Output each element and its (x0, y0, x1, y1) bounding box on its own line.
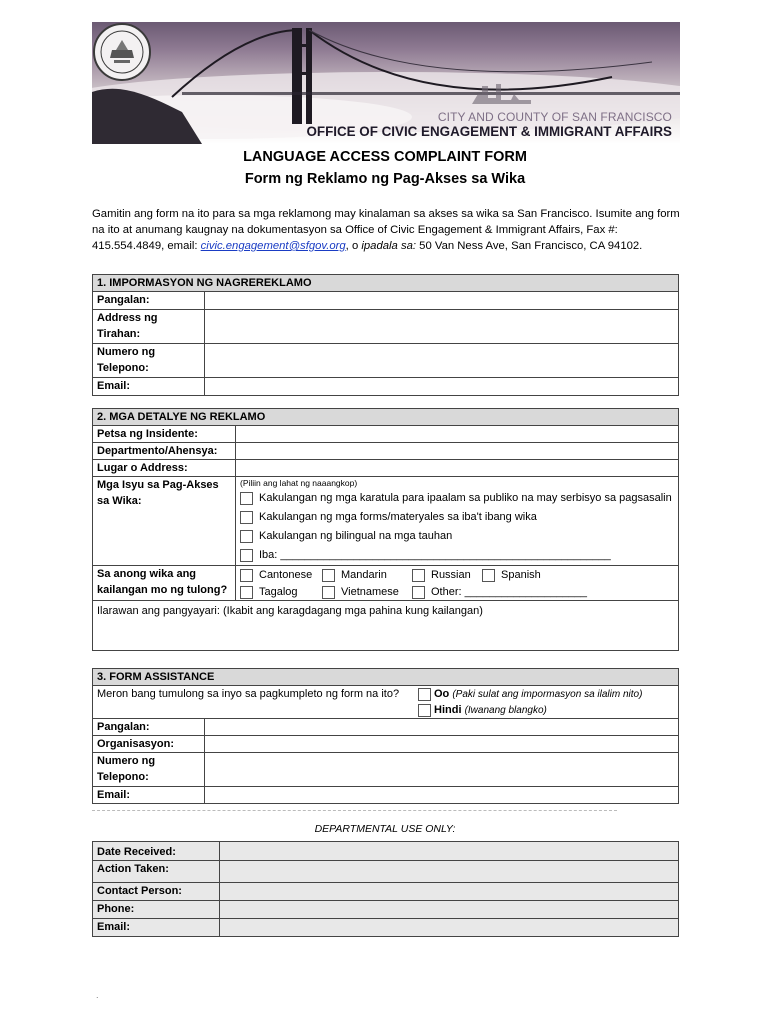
organization-field[interactable] (205, 736, 679, 753)
city-seal-icon (92, 22, 152, 82)
describe-field[interactable] (93, 601, 679, 651)
city-name: CITY AND COUNTY OF SAN FRANCISCO (437, 110, 672, 124)
date-received-label: Date Received: (93, 842, 220, 861)
header-banner (92, 22, 680, 144)
checkbox[interactable] (412, 586, 425, 599)
form-subtitle: Form ng Reklamo ng Pag-Akses sa Wika (244, 171, 526, 187)
checkbox[interactable] (240, 492, 253, 505)
no-note: (Iwanang blangko) (464, 705, 547, 716)
issue-option[interactable] (240, 546, 674, 565)
checkbox[interactable] (240, 511, 253, 524)
language-option[interactable] (322, 584, 399, 600)
email-label: Email: (93, 378, 205, 396)
address-label: Address ng Tirahan: (93, 310, 205, 344)
checkbox[interactable] (240, 586, 253, 599)
no-label: Hindi (434, 704, 462, 716)
divider (92, 810, 617, 811)
language-option[interactable] (482, 567, 541, 583)
language-options (236, 566, 679, 601)
issue-label: Kakulangan ng bilingual na mga tauhan (259, 530, 453, 542)
language-label-text: Spanish (501, 569, 541, 581)
language-label-text: Other: ____________________ (431, 586, 587, 598)
office-name: OFFICE OF CIVIC ENGAGEMENT & IMMIGRANT AFFAIRS (306, 124, 672, 139)
complaint-details-table (92, 408, 679, 651)
yes-label: Oo (434, 688, 450, 700)
issue-option[interactable] (240, 527, 674, 546)
checkbox[interactable] (240, 549, 253, 562)
language-option[interactable] (412, 567, 471, 583)
checkbox[interactable] (240, 530, 253, 543)
issue-label: Iba: ______________________________________________________ (259, 549, 611, 561)
language-label-text: Mandarin (341, 569, 387, 581)
intro-send-label: ipadala sa: (361, 240, 417, 252)
helper-name-field[interactable] (205, 719, 679, 736)
incident-date-field[interactable] (236, 426, 679, 443)
location-label: Lugar o Address: (93, 460, 236, 477)
phone-label: Numero ng Telepono: (93, 344, 205, 378)
date-received-field[interactable] (220, 842, 679, 861)
helper-email-field[interactable] (205, 787, 679, 804)
page-mark: . (96, 990, 99, 1000)
name-field[interactable] (205, 292, 679, 310)
complainant-info-table (92, 274, 679, 396)
issue-label: Kakulangan ng mga karatula para ipaalam sa publiko na may serbisyo sa pagsasalin (259, 492, 672, 504)
section2-heading: 2. MGA DETALYE NG REKLAMO (93, 409, 679, 426)
issues-label: Mga Isyu sa Pag-Akses sa Wika: (93, 477, 236, 566)
department-label: Departmento/Ahensya: (93, 443, 236, 460)
email-link[interactable]: civic.engagement@sfgov.org (200, 240, 346, 252)
checkbox[interactable] (418, 688, 431, 701)
language-label: Sa anong wika ang kailangan mo ng tulong? (93, 566, 236, 601)
checkbox[interactable] (412, 569, 425, 582)
checkbox[interactable] (322, 569, 335, 582)
organization-label: Organisasyon: (93, 736, 205, 753)
language-label-text: Tagalog (259, 586, 298, 598)
incident-date-label: Petsa ng Insidente: (93, 426, 236, 443)
yes-option[interactable] (418, 686, 674, 702)
issues-note: (Piliin ang lahat ng naaangkop) (240, 478, 358, 488)
issue-option[interactable] (240, 489, 674, 508)
helper-phone-field[interactable] (205, 753, 679, 787)
no-option[interactable] (418, 702, 674, 718)
section1-heading: 1. IMPORMASYON NG NAGREREKLAMO (93, 275, 679, 292)
contact-person-field[interactable] (220, 883, 679, 901)
language-option[interactable] (412, 584, 587, 600)
describe-label: Ilarawan ang pangyayari: (Ikabit ang karagdagang mga pahina kung kailangan) (97, 605, 483, 617)
assistance-question: Meron bang tumulong sa inyo sa pagkumpleto ng form na ito? (93, 686, 415, 719)
yes-note: (Paki sulat ang impormasyon sa ilalim nito) (452, 689, 643, 700)
intro-text-2: , o (345, 240, 362, 252)
language-label-text: Russian (431, 569, 471, 581)
helper-email-label: Email: (93, 787, 205, 804)
section3-heading: 3. FORM ASSISTANCE (93, 669, 679, 686)
action-taken-label: Action Taken: (93, 861, 220, 883)
form-assistance-table (92, 668, 679, 804)
form-title: LANGUAGE ACCESS COMPLAINT FORM (243, 149, 527, 165)
checkbox[interactable] (418, 704, 431, 717)
dept-phone-field[interactable] (220, 901, 679, 919)
language-option[interactable] (322, 567, 387, 583)
checkbox[interactable] (322, 586, 335, 599)
location-field[interactable] (236, 460, 679, 477)
department-field[interactable] (236, 443, 679, 460)
issue-label: Kakulangan ng mga forms/materyales sa iba't ibang wika (259, 511, 537, 523)
phone-field[interactable] (205, 344, 679, 378)
name-label: Pangalan: (93, 292, 205, 310)
language-option[interactable] (240, 584, 298, 600)
language-label-text: Vietnamese (341, 586, 399, 598)
dept-email-field[interactable] (220, 919, 679, 937)
email-field[interactable] (205, 378, 679, 396)
language-option[interactable] (240, 567, 312, 583)
address-field[interactable] (205, 310, 679, 344)
contact-person-label: Contact Person: (93, 883, 220, 901)
action-taken-field[interactable] (220, 861, 679, 883)
checkbox[interactable] (482, 569, 495, 582)
dept-phone-label: Phone: (93, 901, 220, 919)
checkbox[interactable] (240, 569, 253, 582)
intro-text-3: 50 Van Ness Ave, San Francisco, CA 94102. (416, 240, 643, 252)
department-use-title: DEPARTMENTAL USE ONLY: (314, 823, 456, 835)
helper-name-label: Pangalan: (93, 719, 205, 736)
issues-options (236, 477, 679, 566)
intro-paragraph (92, 206, 682, 254)
intro-text-1: Gamitin ang form na ito para sa mga reklamong may kinalaman sa akses sa wika sa San Francisco. Isumite ang form na ito at anumang kaugnay na dokumentasyon sa Office of Civic Engagement & Immigrant Affairs, Fax #: 415.554.4849, email: (92, 208, 680, 252)
department-use-table (92, 841, 679, 937)
assistance-options (414, 686, 679, 719)
helper-phone-label: Numero ng Telepono: (93, 753, 205, 787)
issue-option[interactable] (240, 508, 674, 527)
dept-email-label: Email: (93, 919, 220, 937)
language-label-text: Cantonese (259, 569, 313, 581)
